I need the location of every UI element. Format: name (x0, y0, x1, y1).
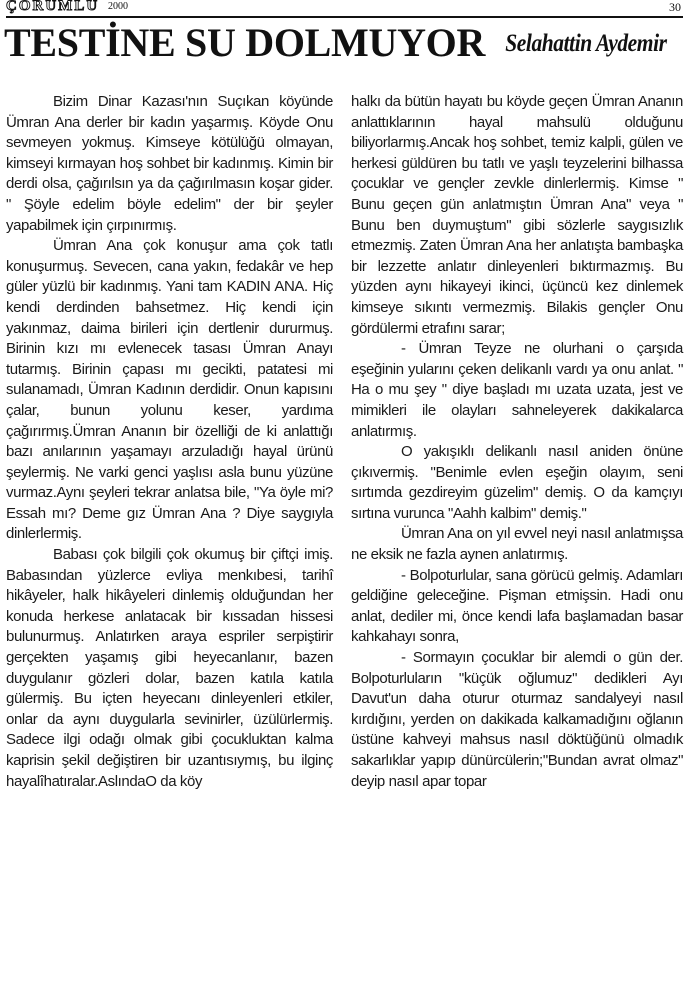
left-column (6, 92, 333, 792)
paragraph: Ümran Ana on yıl evvel neyi nasıl anlatmışsa ne eksik ne fazla aynen anlatırmış. (351, 525, 683, 564)
paragraph: O yakışıklı delikanlı nasıl aniden önüne çıkıvermiş. "Benimle evlen eşeğin olayım, seni sırtımda gezdireyim güzelim" demiş. O da kamçıyı sırtına vurunca "Aahh kalbim" demiş." (351, 443, 683, 522)
right-column (351, 92, 683, 792)
issue-year: 2000 (108, 1, 128, 12)
paragraph: - Bolpoturlular, sana görücü gelmiş. Adamları geldiğine geleceğine. Pişman etmişsin. Hadi onu anlat, dediler mi, önce kendi lafa başlamadan basar kahkahayı sonra, (351, 566, 683, 646)
magazine-name: ÇORUMLU (6, 0, 100, 14)
paragraph: Ümran Ana çok konuşur ama çok tatlı konuşurmuş. Sevecen, cana yakın, fedakâr ve hep güler yüzlü bir kadınmış. Yani tam KADIN ANA. Hiç kendi derdinden bahsetmez. Hiç kendi için yakınmaz, daima birileri için dertlenir dururmuş. Birinin kızı mı evlenecek tasası Ümran Anayı tutarmış. Birinin çapası mı gecikti, patatesi mi sulanamadı, Ümran Kadının derdidir. Onun kapısını çalar, bunun yolunu keser, yardıma çağırırmış.Ümran Ananın bir özelliği de ki anlattığı bazı anılarının yaşamayı arzuladığı hayal ürünü şeylermiş. Ne varki genci yaşlısı asla bunu yüzüne vurmaz.Aynı şeyleri tekrar anlatsa bile, "Ya öyle mi? Essah mı? Deme gız Ümran Ana ? Diye saygıyla dinlerlermiş. (6, 237, 333, 543)
page-number: 30 (669, 0, 681, 14)
running-header (6, 0, 683, 18)
paragraph: Bizim Dinar Kazası'nın Suçıkan köyünde Ümran Ana derler bir kadın yaşarmış. Köyde Onu sevmeyen yokmuş. Kimseye kötülüğü olmayan, kimseyi kırmayan hoş sohbet bir kadınmış. Kimin bir derdi olsa, çağırılsın ya da çağırılmasın koşar gider. " Şöyle edelim böyle edelim" der bir şeyler yapabilmek için çırpınırmış. (6, 93, 333, 234)
paragraph: - Ümran Teyze ne olurhani o çarşıda eşeğinin yularını çeken delikanlı vardı ya onu anlat. " Ha o mu şey " diye başladı mı uzata uzata, jest ve mimikleri ile olayları sahneleyerek dakikalarca anlatırmış. (351, 340, 683, 440)
article-title: TESTİNE SU DOLMUYOR (4, 20, 486, 65)
paragraph: - Sormayın çocuklar bir alemdi o gün der. Bolpoturluların "küçük oğlumuz" dedikleri Ayı Davut'un daha oturur oturmaz sandalyeyi nasıl kırdığını, yerden on dakikada kalkamadığını oğlanın üstüne kahveyi mahsus nasıl döktüğünü olmadık sakarlıklar yapıp dünürcülerin;"Bundan avrat olmaz" deyip nasıl apar topar (351, 649, 683, 790)
article-author: Selahattin Aydemir (505, 30, 667, 57)
paragraph: halkı da bütün hayatı bu köyde geçen Ümran Ananın anlattıklarının hayal mahsulü olduğunu biliyorlarmış.Ancak hoş sohbet, temiz kalpli, gülen ve herkesi güldüren bu tatlı ve yaşlı teyzelerini bilhassa çocuklar ve gençler zevkle dinlerlermiş. Kimse " Bunu geçen gün anlatmıştın Ümran Ana" veya " Bunu ben duymuştum" gibi sözlerle saygısızlık etmezmiş. Zaten Ümran Ana her anlatışta bambaşka bir lezzette anlatır dinleyenleri bıktırmazmış. Bu yüzden aynı hikayeyi ikinci, üçüncü kez dinlemek kimseye sıkıntı vermezmiş. Bilakis gençler Onu gördülermi etrafını sarar; (351, 93, 683, 337)
paragraph: Babası çok bilgili çok okumuş bir çiftçi imiş. Babasından yüzlerce evliya menkıbesi, tarihî hikâyeler, halk hikâyeleri dinlemiş olduğundan her konuda herkese anlatacak bir kıssadan hissesi bulunurmuş. Anlatırken araya espriler serpiştirir gerçekten yaşamış gibi heyecanlanır, bazen duygulanır gözleri dolar, bazen katıla katıla gülermiş. Bu içten heyecanı dinleyenleri etkiler, onlar da aynı duygularla sevinirler, üzülürlermiş. Sadece ilgi odağı olmak gibi çocukluktan kalma kaprisin şekil değiştiren bir uzantısıymış, bu ilginç hayalîhatıralar.AslındaO da köy (6, 546, 333, 790)
